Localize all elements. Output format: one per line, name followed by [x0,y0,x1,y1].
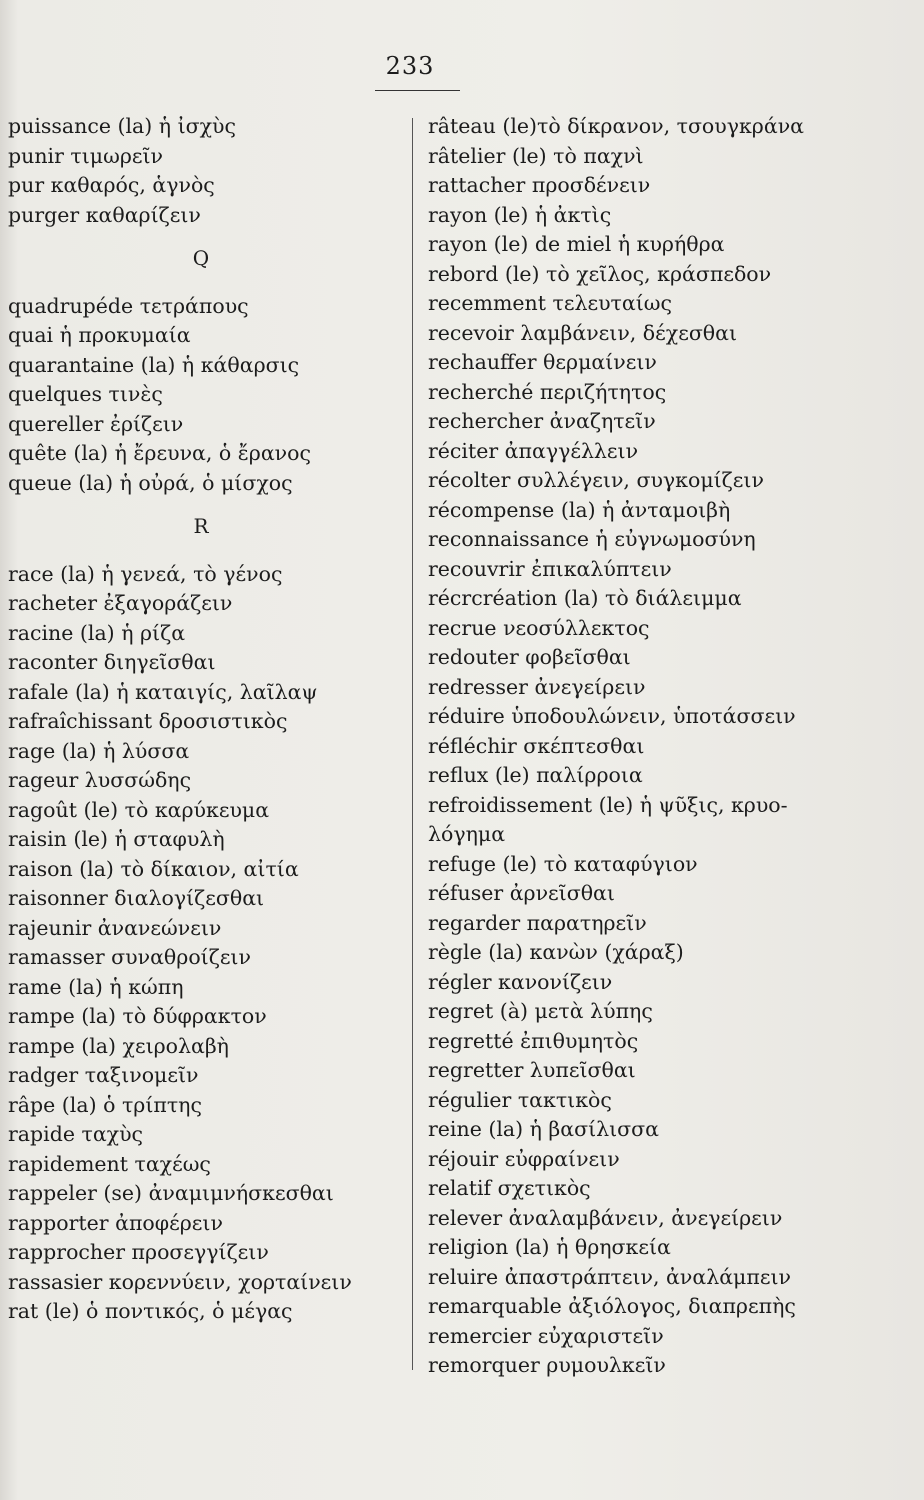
dictionary-entry: rafraîchissant δροσιστικὸς [8,709,288,733]
dictionary-entry: rattacher προσδένειν [428,173,651,197]
entry-group-r [6,560,401,1327]
dictionary-entry: rafale (la) ἡ καταιγίς, λαῖλαψ [8,679,318,704]
dictionary-entry: râteau (le)τὸ δίκρανον, τσουγκράνα [428,114,805,138]
dictionary-entry: rayon (le) de miel ἡ κυρήθρα [428,232,725,256]
dictionary-entry: ramasser συναθροίζειν [8,945,251,969]
entry-group-q [6,292,401,499]
dictionary-entry: quereller ἐρίζειν [8,411,184,436]
dictionary-entry: refuge (le) τὸ καταφύγιον [428,851,698,876]
left-column [6,112,401,1327]
dictionary-entry: quarantaine (la) ἡ κάθαρσις [8,352,300,377]
dictionary-entry: relatif σχετικὸς [428,1176,591,1200]
dictionary-entry: remorquer ρυμουλκεῖν [428,1353,666,1377]
dictionary-entry: reluire ἀπαστράπτειν, ἀναλάμπειν [428,1264,791,1289]
dictionary-entry: râpe (la) ὁ τρίπτης [8,1092,202,1117]
dictionary-entry: puissance (la) ἡ ἰσχὺς [8,114,236,138]
dictionary-entry: regretter λυπεῖσθαι [428,1058,636,1082]
dictionary-entry: remercier εὐχαριστεῖν [428,1323,664,1348]
dictionary-entry: récompense (la) ἡ ἀνταμοιβὴ [428,497,731,522]
dictionary-entry: quai ἡ προκυμαία [8,323,191,347]
dictionary-entry: rajeunir ἀνανεώνειν [8,915,222,940]
dictionary-entry: raisonner διαλογίζεσθαι [8,886,265,910]
dictionary-entry: raisin (le) ἡ σταφυλὴ [8,827,225,851]
dictionary-entry: regret (à) μετὰ λύπης [428,999,653,1023]
dictionary-entry: quadrupéde τετράπους [8,293,249,318]
dictionary-entry: réfléchir σκέπτεσθαι [428,733,645,758]
dictionary-entry: redresser ἀνεγείρειν [428,674,646,699]
dictionary-entry: racheter ἐξαγοράζειν [8,591,233,615]
dictionary-entry: reconnaissance ἡ εὐγνωμοσύνη [428,527,756,551]
dictionary-entry: race (la) ἡ γενεά, τὸ γένος [8,561,283,586]
dictionary-entry: pur καθαρός, ἁγνὸς [8,173,215,197]
dictionary-entry: rage (la) ἡ λύσσα [8,738,190,763]
dictionary-entry: quelques τινὲς [8,382,163,406]
dictionary-entry: rame (la) ἡ κώπη [8,974,184,999]
dictionary-entry: regarder παρατηρεῖν [428,910,647,935]
dictionary-entry: réduire ὑποδουλώνειν, ὑποτάσσειν [428,704,796,728]
dictionary-entry: réjouir εὐφραίνειν [428,1146,620,1171]
dictionary-entry: règle (la) κανὼν (χάραξ) [428,940,684,964]
dictionary-entry: rappeler (se) ἀναμιμνήσκεσθαι [8,1181,334,1205]
dictionary-entry: refroidissement (le) ἡ ψῦξις, κρυο- [428,792,788,817]
dictionary-entry: recherché περιζήτητος [428,379,667,404]
dictionary-entry: purger καθαρίζειν [8,202,201,227]
dictionary-entry: religion (la) ἡ θρησκεία [428,1235,671,1259]
right-column [428,112,908,1381]
column-divider [412,118,413,1370]
dictionary-entry: réciter ἀπαγγέλλειν [428,438,639,463]
dictionary-entry: rat (le) ὁ ποντικός, ὁ μέγας [8,1299,293,1323]
dictionary-entry: remarquable ἀξιόλογος, διαπρεπὴς [428,1294,796,1318]
dictionary-entry: régulier τακτικὸς [428,1087,612,1112]
dictionary-entry: rageur λυσσώδης [8,768,192,792]
dictionary-entry: recouvrir ἐπικαλύπτειν [428,556,672,581]
dictionary-entry: réfuser ἀρνεῖσθαι [428,881,615,905]
dictionary-entry: racine (la) ἡ ρίζα [8,620,186,645]
dictionary-entry: rebord (le) τὸ χεῖλος, κράσπεδον [428,261,772,286]
dictionary-entry: rampe (la) τὸ δύφρακτον [8,1004,267,1028]
dictionary-entry: raison (la) τὸ δίκαιον, αἰτία [8,856,299,881]
dictionary-entry: recevoir λαμβάνειν, δέχεσθαι [428,320,738,345]
dictionary-entry: quête (la) ἡ ἔρευνα, ὁ ἔρανος [8,441,311,465]
entry-group-p [6,112,401,230]
section-heading-r: R [193,514,209,538]
page-number: 233 [385,52,435,80]
dictionary-entry: rassasier κορεννύειν, χορταίνειν [8,1269,352,1294]
dictionary-entry: reine (la) ἡ βασίλισσα [428,1117,660,1141]
dictionary-entry: redouter φοβεῖσθαι [428,645,631,669]
dictionary-entry: raconter διηγεῖσθαι [8,650,216,674]
entry-group-right [428,112,908,1381]
dictionary-entry: recrue νεοσύλλεκτος [428,615,650,640]
dictionary-entry: régler κανονίζειν [428,969,613,994]
dictionary-entry: rayon (le) ἡ ἀκτὶς [428,202,612,227]
dictionary-entry: relever ἀναλαμβάνειν, ἀνεγείρειν [428,1205,783,1230]
dictionary-entry: ragoût (le) τὸ καρύκευμα [8,797,270,822]
dictionary-entry: rapidement ταχέως [8,1151,211,1176]
dictionary-entry: recemment τελευταίως [428,291,672,315]
dictionary-entry: punir τιμωρεῖν [8,143,163,168]
dictionary-entry: rampe (la) χειρολαβὴ [8,1033,229,1058]
dictionary-entry: reflux (le) παλίρροια [428,763,643,787]
dictionary-entry: regretté ἐπιθυμητὸς [428,1028,639,1053]
dictionary-entry: râtelier (le) τὸ παχνὶ [428,143,644,168]
dictionary-entry: λόγημα [428,822,506,846]
dictionary-entry: rapide ταχὺς [8,1122,144,1146]
section-heading-q: Q [192,246,210,270]
dictionary-entry: rechauffer θερμαίνειν [428,350,657,374]
dictionary-entry: rapporter ἀποφέρειν [8,1210,223,1235]
dictionary-entry: récolter συλλέγειν, συγκομίζειν [428,468,764,492]
dictionary-entry: radger ταξινομεῖν [8,1063,199,1087]
page-number-rule [375,90,460,91]
dictionary-entry: récrcréation (la) τὸ διάλειμμα [428,586,742,610]
dictionary-entry: queue (la) ἡ οὐρά, ὁ μίσχος [8,470,293,495]
dictionary-entry: rapprocher προσεγγίζειν [8,1240,269,1264]
dictionary-entry: rechercher ἀναζητεῖν [428,409,656,433]
